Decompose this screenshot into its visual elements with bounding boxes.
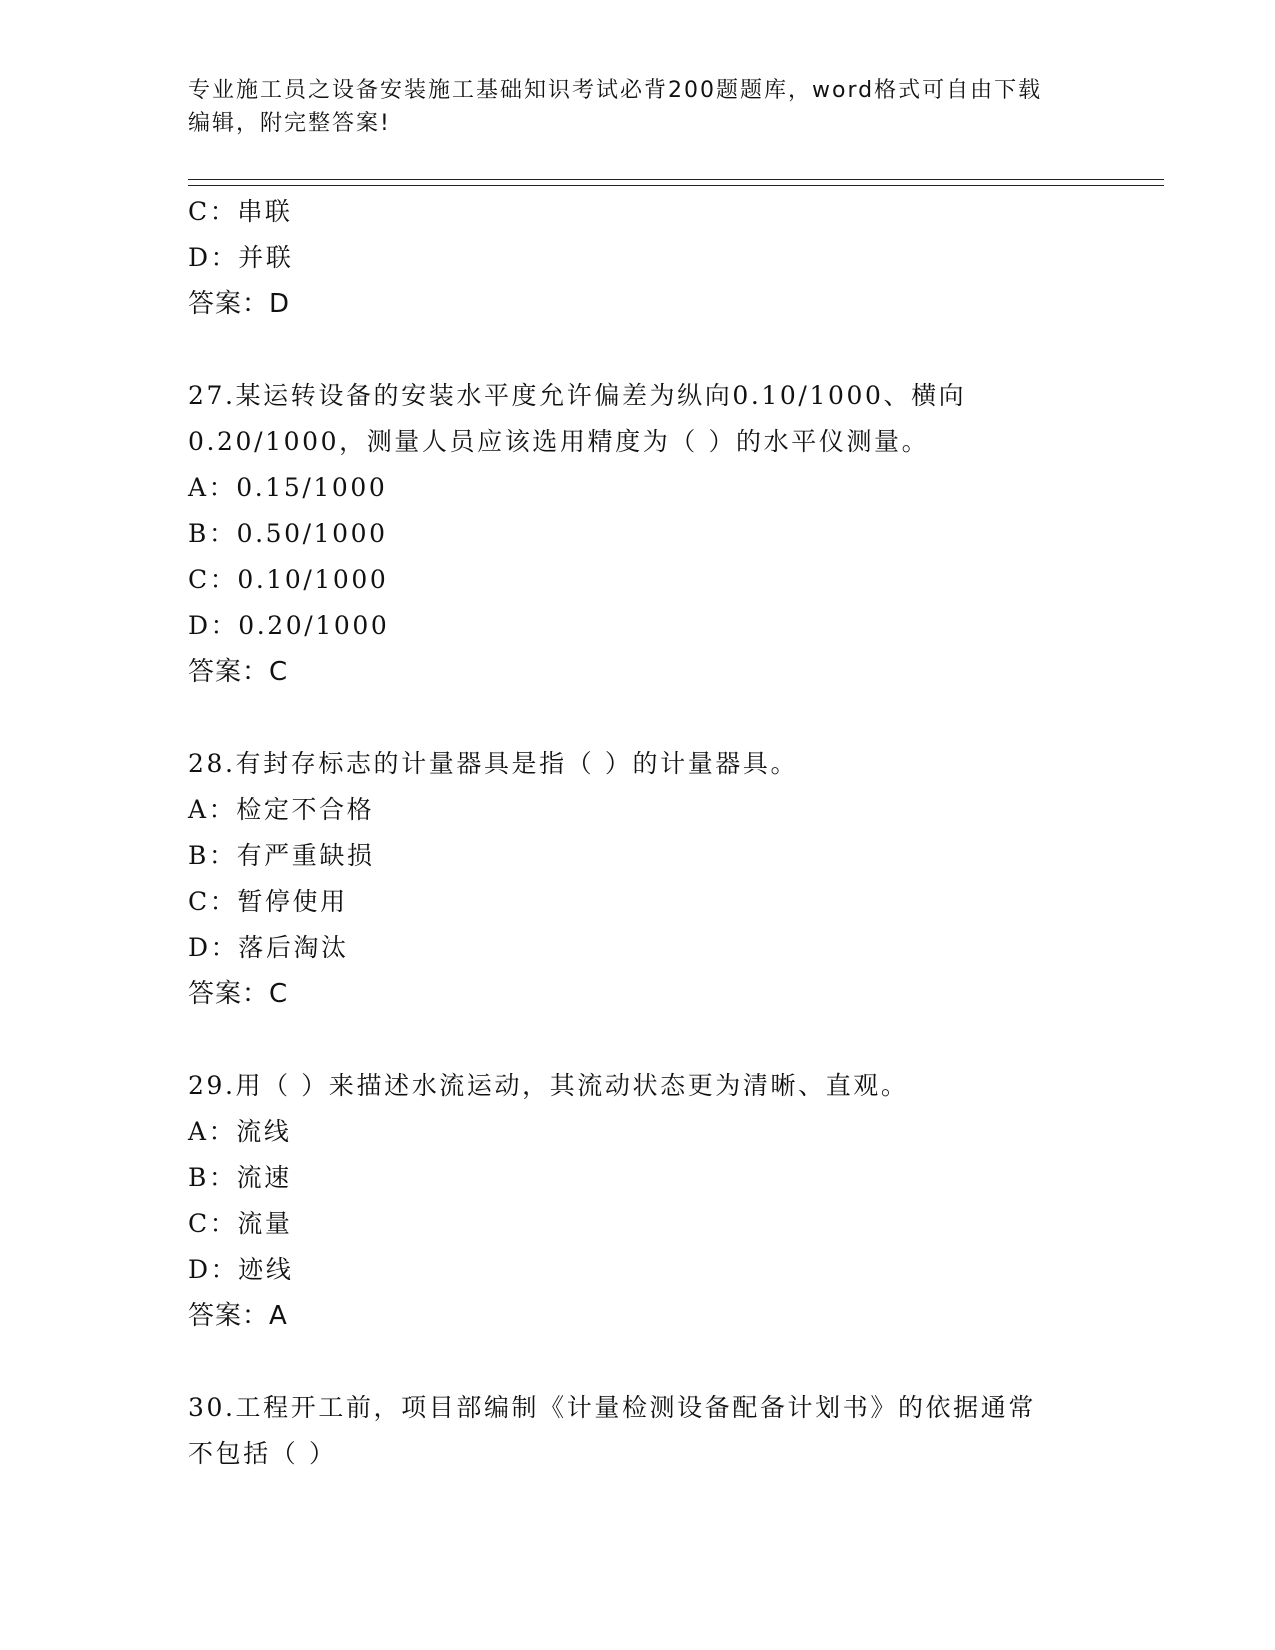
question-29 — [188, 1063, 1088, 1339]
option-d: D：并联 — [188, 243, 294, 272]
question-text-line-2: 不包括（ ） — [188, 1439, 337, 1468]
question-text-line-1: 29.用（ ）来描述水流运动，其流动状态更为清晰、直观。 — [188, 1071, 909, 1100]
question-30 — [188, 1385, 1088, 1477]
question-text-line-1: 28.有封存标志的计量器具是指（ ）的计量器具。 — [188, 749, 799, 778]
option-c: C：暂停使用 — [188, 887, 348, 916]
question-28 — [188, 741, 1088, 1017]
option-b: B：0.50/1000 — [188, 519, 388, 548]
option-a: A：流线 — [188, 1117, 292, 1146]
answer: 答案：C — [188, 979, 289, 1009]
answer: 答案：A — [188, 1301, 288, 1331]
option-b: B：流速 — [188, 1163, 292, 1192]
header-divider-top — [188, 179, 1164, 180]
option-c: C：流量 — [188, 1209, 293, 1238]
question-list — [188, 189, 1088, 1477]
question-text-line-1: 30.工程开工前，项目部编制《计量检测设备配备计划书》的依据通常 — [188, 1393, 1036, 1422]
option-d: D：落后淘汰 — [188, 933, 349, 962]
document-header — [188, 74, 1088, 140]
option-b: B：有严重缺损 — [188, 841, 375, 870]
question-text-line-1: 27.某运转设备的安装水平度允许偏差为纵向0.10/1000、横向 — [188, 381, 967, 410]
question-27 — [188, 373, 1088, 695]
option-c: C：0.10/1000 — [188, 565, 389, 594]
option-d: D：0.20/1000 — [188, 611, 390, 640]
answer: 答案：D — [188, 289, 291, 319]
header-title-line-2: 编辑，附完整答案! — [188, 111, 391, 136]
question-26 — [188, 189, 1088, 327]
option-d: D：迹线 — [188, 1255, 294, 1284]
question-text-line-2: 0.20/1000，测量人员应该选用精度为（ ）的水平仪测量。 — [188, 427, 930, 456]
option-c: C：串联 — [188, 197, 293, 226]
header-title-line-1: 专业施工员之设备安装施工基础知识考试必背200题题库，word格式可自由下载 — [188, 78, 1043, 103]
option-a: A：0.15/1000 — [188, 473, 388, 502]
option-a: A：检定不合格 — [188, 795, 375, 824]
header-divider-bottom — [188, 185, 1164, 186]
answer: 答案：C — [188, 657, 289, 687]
